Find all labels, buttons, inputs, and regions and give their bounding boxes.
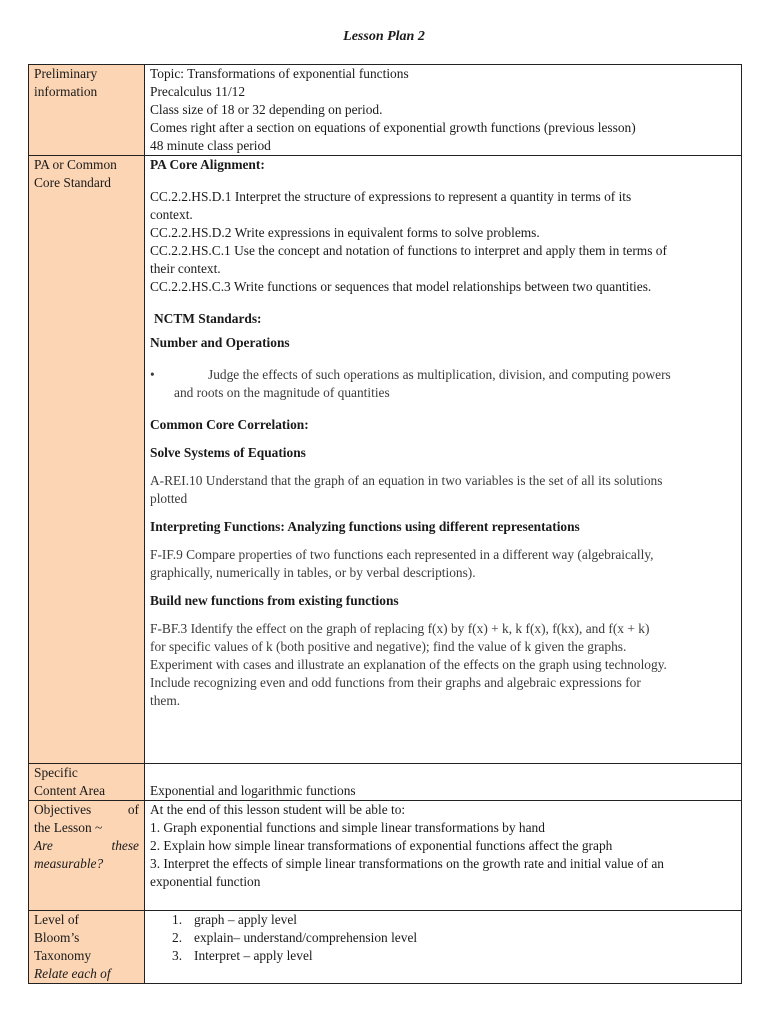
label-line: information — [34, 84, 98, 99]
list-number: 1. — [172, 912, 183, 927]
pa-line: CC.2.2.HS.C.1 Use the concept and notation of functions to interpret and apply them in terms of — [150, 243, 667, 258]
label-line — [34, 837, 139, 855]
bullet-text: and roots on the magnitude of quantities — [174, 385, 390, 400]
label-line: measurable? — [34, 856, 104, 871]
list-item — [172, 929, 736, 947]
solve-systems-heading: Solve Systems of Equations — [150, 445, 306, 460]
label-word: these — [111, 838, 139, 853]
label-line: Relate each of — [34, 966, 111, 981]
common-core-heading: Common Core Correlation: — [150, 417, 309, 432]
list-item — [150, 366, 736, 402]
standard-line: F-BF.3 Identify the effect on the graph of replacing f(x) by f(x) + k, k f(x), f(kx), and f(x + k) — [150, 621, 650, 636]
content-preliminary — [145, 65, 742, 156]
bloom-list — [150, 911, 736, 965]
row-standards — [29, 156, 742, 764]
build-functions-heading: Build new functions from existing functions — [150, 593, 399, 608]
label-word: Are — [34, 838, 53, 853]
objective-item: 3. Interpret the effects of simple linear transformations on the growth rate and initial value of an — [150, 856, 665, 871]
list-item — [172, 911, 736, 929]
nctm-heading: NCTM Standards: — [154, 311, 262, 326]
list-number: 2. — [172, 930, 183, 945]
label-word: Objectives — [34, 802, 92, 817]
standard-line: A-REI.10 Understand that the graph of an equation in two variables is the set of all its solutions — [150, 473, 663, 488]
standard-line: for specific values of k (both positive and negative); find the value of k given the graphs. — [150, 639, 627, 654]
pa-line: CC.2.2.HS.D.1 Interpret the structure of expressions to represent a quantity in terms of its — [150, 189, 632, 204]
objective-item: 2. Explain how simple linear transformations of exponential functions affect the graph — [150, 838, 613, 853]
row-bloom — [29, 911, 742, 984]
topic-line: Topic: Transformations of exponential functions — [150, 66, 409, 81]
label-line: Taxonomy — [34, 948, 92, 963]
course-line: Precalculus 11/12 — [150, 84, 246, 99]
bullet-icon: • — [150, 367, 155, 382]
label-line: Core Standard — [34, 175, 111, 190]
list-number: 3. — [172, 948, 183, 963]
sequence-line: Comes right after a section on equations of exponential growth functions (previous lesson) — [150, 120, 636, 135]
label-line: Specific — [34, 765, 78, 780]
label-line: Level of — [34, 912, 79, 927]
row-preliminary — [29, 65, 742, 156]
label-standards — [29, 156, 145, 764]
label-line: PA or Common — [34, 157, 117, 172]
label-preliminary — [29, 65, 145, 156]
label-line: Bloom’s — [34, 930, 80, 945]
label-bloom — [29, 911, 145, 984]
pa-line: CC.2.2.HS.D.2 Write expressions in equivalent forms to solve problems. — [150, 225, 540, 240]
list-text: explain– understand/comprehension level — [194, 930, 418, 945]
label-content-area — [29, 764, 145, 801]
row-objectives — [29, 801, 742, 911]
standard-line: F-IF.9 Compare properties of two functions each represented in a different way (algebraically, — [150, 547, 654, 562]
list-text: Interpret – apply level — [194, 948, 313, 963]
standard-line: Experiment with cases and illustrate an explanation of the effects on the graph using technology. — [150, 657, 667, 672]
pa-core-heading: PA Core Alignment: — [150, 157, 265, 172]
number-operations-heading: Number and Operations — [150, 335, 290, 350]
objective-item: exponential function — [150, 874, 261, 889]
objective-item: 1. Graph exponential functions and simple linear transformations by hand — [150, 820, 545, 835]
standard-line: Include recognizing even and odd functions from their graphs and algebraic expressions for — [150, 675, 641, 690]
label-objectives — [29, 801, 145, 911]
standard-line: plotted — [150, 491, 188, 506]
content-area-text: Exponential and logarithmic functions — [150, 783, 356, 798]
row-content-area — [29, 764, 742, 801]
bullet-text: Judge the effects of such operations as multiplication, division, and computing powers — [208, 367, 671, 382]
label-line — [34, 801, 139, 819]
lesson-plan-table — [28, 64, 742, 984]
pa-line: context. — [150, 207, 193, 222]
class-size-line: Class size of 18 or 32 depending on period. — [150, 102, 383, 117]
pa-line: their context. — [150, 261, 221, 276]
objectives-intro: At the end of this lesson student will be able to: — [150, 802, 406, 817]
period-line: 48 minute class period — [150, 138, 271, 153]
content-bloom — [145, 911, 742, 984]
interpreting-functions-heading: Interpreting Functions: Analyzing functions using different representations — [150, 519, 580, 534]
standard-line: them. — [150, 693, 181, 708]
label-line: Content Area — [34, 783, 106, 798]
pa-line: CC.2.2.HS.C.3 Write functions or sequences that model relationships between two quantities. — [150, 279, 652, 294]
content-objectives — [145, 801, 742, 911]
list-text: graph – apply level — [194, 912, 297, 927]
page-title: Lesson Plan 2 — [343, 29, 425, 44]
standard-line: graphically, numerically in tables, or by verbal descriptions). — [150, 565, 476, 580]
content-content-area — [145, 764, 742, 801]
label-line: Preliminary — [34, 66, 98, 81]
label-line: the Lesson ~ — [34, 820, 103, 835]
list-item — [172, 947, 736, 965]
content-standards — [145, 156, 742, 764]
label-word: of — [127, 802, 139, 817]
